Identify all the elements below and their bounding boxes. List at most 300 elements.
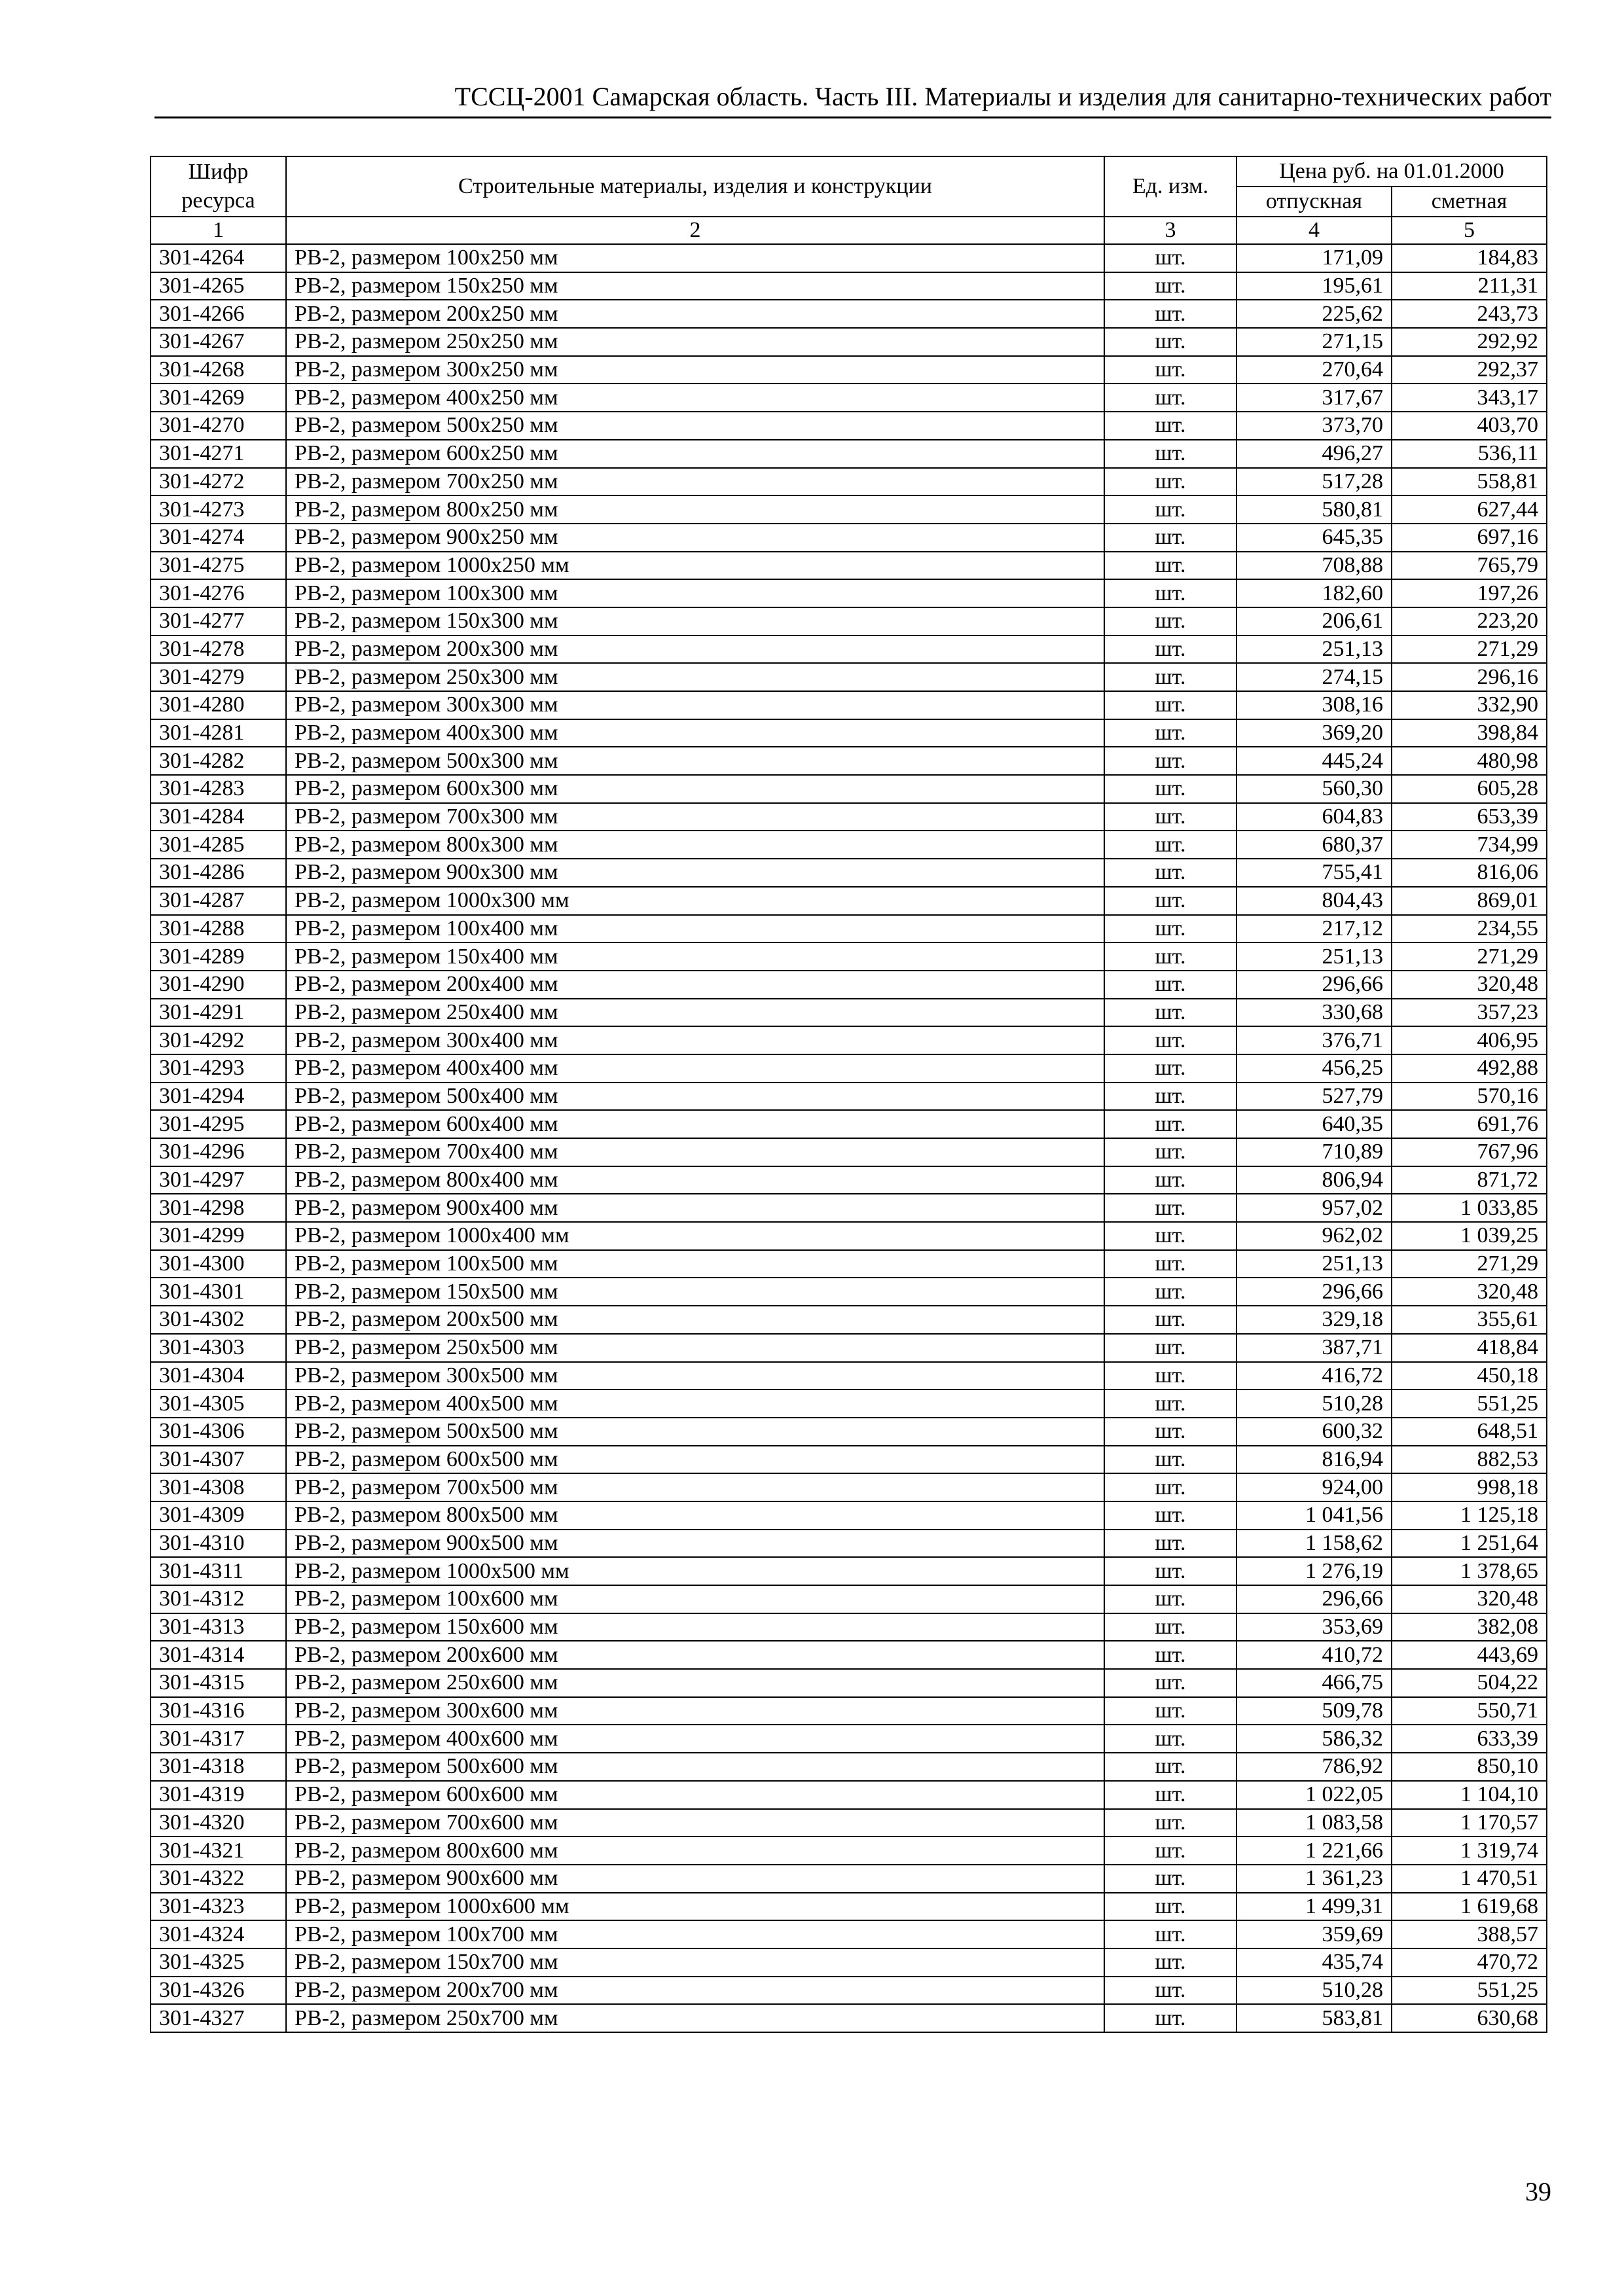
cell-release-price: 251,13 <box>1236 636 1392 664</box>
cell-code: 301-4296 <box>151 1138 286 1166</box>
cell-release-price: 755,41 <box>1236 859 1392 887</box>
cell-estimate-price: 627,44 <box>1392 495 1547 524</box>
cell-release-price: 600,32 <box>1236 1418 1392 1446</box>
cell-estimate-price: 850,10 <box>1392 1753 1547 1781</box>
cell-name: РВ-2, размером 200х500 мм <box>286 1306 1104 1334</box>
cell-code: 301-4291 <box>151 999 286 1027</box>
cell-code: 301-4283 <box>151 775 286 803</box>
cell-release-price: 182,60 <box>1236 579 1392 607</box>
cell-estimate-price: 403,70 <box>1392 412 1547 440</box>
cell-code: 301-4264 <box>151 244 286 272</box>
cell-unit: шт. <box>1104 1194 1236 1222</box>
table-row <box>151 1697 1547 1725</box>
header-price-group: Цена руб. на 01.01.2000 <box>1236 156 1547 187</box>
cell-estimate-price: 343,17 <box>1392 384 1547 412</box>
cell-estimate-price: 558,81 <box>1392 468 1547 496</box>
cell-name: РВ-2, размером 250х400 мм <box>286 999 1104 1027</box>
cell-unit: шт. <box>1104 1083 1236 1111</box>
cell-code: 301-4311 <box>151 1557 286 1585</box>
cell-name: РВ-2, размером 900х400 мм <box>286 1194 1104 1222</box>
cell-unit: шт. <box>1104 300 1236 328</box>
cell-estimate-price: 1 378,65 <box>1392 1557 1547 1585</box>
cell-release-price: 586,32 <box>1236 1725 1392 1753</box>
table-row <box>151 495 1547 524</box>
cell-code: 301-4294 <box>151 1083 286 1111</box>
cell-unit: шт. <box>1104 1054 1236 1083</box>
cell-estimate-price: 697,16 <box>1392 524 1547 552</box>
cell-code: 301-4288 <box>151 915 286 943</box>
cell-code: 301-4326 <box>151 1977 286 2005</box>
cell-code: 301-4314 <box>151 1641 286 1669</box>
cell-unit: шт. <box>1104 1473 1236 1501</box>
cell-name: РВ-2, размером 250х500 мм <box>286 1334 1104 1362</box>
cell-name: РВ-2, размером 800х250 мм <box>286 495 1104 524</box>
table-row <box>151 1446 1547 1474</box>
cell-name: РВ-2, размером 1000х500 мм <box>286 1557 1104 1585</box>
table-row <box>151 524 1547 552</box>
cell-release-price: 359,69 <box>1236 1920 1392 1948</box>
cell-estimate-price: 418,84 <box>1392 1334 1547 1362</box>
cell-unit: шт. <box>1104 1166 1236 1194</box>
cell-release-price: 1 499,31 <box>1236 1893 1392 1921</box>
table-row <box>151 1026 1547 1054</box>
table-row <box>151 775 1547 803</box>
cell-unit: шт. <box>1104 1641 1236 1669</box>
cell-estimate-price: 234,55 <box>1392 915 1547 943</box>
cell-code: 301-4284 <box>151 803 286 831</box>
cell-name: РВ-2, размером 900х500 мм <box>286 1530 1104 1558</box>
cell-estimate-price: 1 170,57 <box>1392 1809 1547 1837</box>
cell-code: 301-4267 <box>151 328 286 356</box>
column-number-row <box>151 217 1547 244</box>
cell-unit: шт. <box>1104 607 1236 636</box>
cell-estimate-price: 816,06 <box>1392 859 1547 887</box>
cell-estimate-price: 1 470,51 <box>1392 1865 1547 1893</box>
cell-unit: шт. <box>1104 1585 1236 1613</box>
cell-name: РВ-2, размером 700х250 мм <box>286 468 1104 496</box>
cell-unit: шт. <box>1104 719 1236 747</box>
cell-estimate-price: 1 033,85 <box>1392 1194 1547 1222</box>
cell-unit: шт. <box>1104 1278 1236 1306</box>
cell-estimate-price: 767,96 <box>1392 1138 1547 1166</box>
cell-unit: шт. <box>1104 552 1236 580</box>
cell-name: РВ-2, размером 300х250 мм <box>286 356 1104 384</box>
cell-release-price: 804,43 <box>1236 887 1392 915</box>
cell-name: РВ-2, размером 600х300 мм <box>286 775 1104 803</box>
cell-code: 301-4280 <box>151 691 286 719</box>
cell-unit: шт. <box>1104 524 1236 552</box>
page-number: 39 <box>1525 2177 1551 2206</box>
cell-name: РВ-2, размером 400х500 мм <box>286 1390 1104 1418</box>
cell-unit: шт. <box>1104 1362 1236 1390</box>
table-row <box>151 803 1547 831</box>
cell-code: 301-4303 <box>151 1334 286 1362</box>
cell-name: РВ-2, размером 400х600 мм <box>286 1725 1104 1753</box>
cell-estimate-price: 296,16 <box>1392 663 1547 691</box>
cell-unit: шт. <box>1104 244 1236 272</box>
table-row <box>151 1893 1547 1921</box>
cell-code: 301-4322 <box>151 1865 286 1893</box>
table-row <box>151 859 1547 887</box>
cell-name: РВ-2, размером 150х400 мм <box>286 942 1104 971</box>
cell-unit: шт. <box>1104 2004 1236 2032</box>
cell-code: 301-4273 <box>151 495 286 524</box>
table-row <box>151 719 1547 747</box>
cell-release-price: 710,89 <box>1236 1138 1392 1166</box>
cell-name: РВ-2, размером 700х500 мм <box>286 1473 1104 1501</box>
cell-release-price: 1 022,05 <box>1236 1781 1392 1809</box>
cell-unit: шт. <box>1104 1948 1236 1977</box>
cell-release-price: 296,66 <box>1236 1585 1392 1613</box>
cell-estimate-price: 1 039,25 <box>1392 1222 1547 1250</box>
cell-unit: шт. <box>1104 1753 1236 1781</box>
cell-code: 301-4304 <box>151 1362 286 1390</box>
cell-code: 301-4286 <box>151 859 286 887</box>
cell-name: РВ-2, размером 400х250 мм <box>286 384 1104 412</box>
cell-estimate-price: 1 251,64 <box>1392 1530 1547 1558</box>
cell-estimate-price: 998,18 <box>1392 1473 1547 1501</box>
cell-name: РВ-2, размером 150х250 мм <box>286 272 1104 300</box>
cell-release-price: 195,61 <box>1236 272 1392 300</box>
table-row <box>151 328 1547 356</box>
cell-code: 301-4277 <box>151 607 286 636</box>
cell-name: РВ-2, размером 100х250 мм <box>286 244 1104 272</box>
cell-estimate-price: 398,84 <box>1392 719 1547 747</box>
table-row <box>151 915 1547 943</box>
table-row <box>151 384 1547 412</box>
cell-release-price: 225,62 <box>1236 300 1392 328</box>
cell-unit: шт. <box>1104 942 1236 971</box>
cell-name: РВ-2, размером 100х400 мм <box>286 915 1104 943</box>
cell-estimate-price: 734,99 <box>1392 831 1547 859</box>
cell-code: 301-4327 <box>151 2004 286 2032</box>
table-row <box>151 1920 1547 1948</box>
cell-code: 301-4315 <box>151 1669 286 1697</box>
cell-code: 301-4269 <box>151 384 286 412</box>
table-row <box>151 1641 1547 1669</box>
table-row <box>151 356 1547 384</box>
price-table <box>150 156 1547 2033</box>
cell-code: 301-4324 <box>151 1920 286 1948</box>
table-row <box>151 999 1547 1027</box>
table-row <box>151 636 1547 664</box>
cell-release-price: 251,13 <box>1236 942 1392 971</box>
cell-release-price: 806,94 <box>1236 1166 1392 1194</box>
table-row <box>151 1138 1547 1166</box>
cell-name: РВ-2, размером 100х600 мм <box>286 1585 1104 1613</box>
cell-release-price: 580,81 <box>1236 495 1392 524</box>
cell-unit: шт. <box>1104 1557 1236 1585</box>
cell-estimate-price: 320,48 <box>1392 1585 1547 1613</box>
cell-name: РВ-2, размером 100х700 мм <box>286 1920 1104 1948</box>
cell-name: РВ-2, размером 1000х250 мм <box>286 552 1104 580</box>
cell-unit: шт. <box>1104 859 1236 887</box>
cell-code: 301-4319 <box>151 1781 286 1809</box>
cell-code: 301-4310 <box>151 1530 286 1558</box>
cell-name: РВ-2, размером 1000х400 мм <box>286 1222 1104 1250</box>
cell-code: 301-4266 <box>151 300 286 328</box>
column-number: 5 <box>1392 217 1547 244</box>
cell-estimate-price: 292,92 <box>1392 328 1547 356</box>
cell-name: РВ-2, размером 250х300 мм <box>286 663 1104 691</box>
cell-estimate-price: 320,48 <box>1392 971 1547 999</box>
cell-name: РВ-2, размером 200х700 мм <box>286 1977 1104 2005</box>
cell-name: РВ-2, размером 300х400 мм <box>286 1026 1104 1054</box>
cell-unit: шт. <box>1104 1222 1236 1250</box>
cell-name: РВ-2, размером 200х300 мм <box>286 636 1104 664</box>
cell-unit: шт. <box>1104 1530 1236 1558</box>
cell-unit: шт. <box>1104 412 1236 440</box>
cell-code: 301-4295 <box>151 1110 286 1138</box>
cell-name: РВ-2, размером 400х400 мм <box>286 1054 1104 1083</box>
table-row <box>151 1669 1547 1697</box>
table-header-row <box>151 156 1547 187</box>
cell-release-price: 708,88 <box>1236 552 1392 580</box>
table-row <box>151 244 1547 272</box>
cell-unit: шт. <box>1104 971 1236 999</box>
cell-estimate-price: 648,51 <box>1392 1418 1547 1446</box>
cell-name: РВ-2, размером 200х250 мм <box>286 300 1104 328</box>
cell-code: 301-4275 <box>151 552 286 580</box>
cell-code: 301-4323 <box>151 1893 286 1921</box>
cell-name: РВ-2, размером 1000х300 мм <box>286 887 1104 915</box>
table-row <box>151 1781 1547 1809</box>
cell-release-price: 376,71 <box>1236 1026 1392 1054</box>
cell-release-price: 1 361,23 <box>1236 1865 1392 1893</box>
table-row <box>151 1473 1547 1501</box>
cell-unit: шт. <box>1104 803 1236 831</box>
cell-unit: шт. <box>1104 691 1236 719</box>
column-number: 2 <box>286 217 1104 244</box>
cell-unit: шт. <box>1104 831 1236 859</box>
cell-unit: шт. <box>1104 1865 1236 1893</box>
cell-name: РВ-2, размером 400х300 мм <box>286 719 1104 747</box>
cell-estimate-price: 292,37 <box>1392 356 1547 384</box>
cell-unit: шт. <box>1104 1418 1236 1446</box>
table-row <box>151 1166 1547 1194</box>
cell-release-price: 527,79 <box>1236 1083 1392 1111</box>
cell-code: 301-4313 <box>151 1613 286 1641</box>
table-row <box>151 1837 1547 1865</box>
cell-estimate-price: 243,73 <box>1392 300 1547 328</box>
cell-unit: шт. <box>1104 1697 1236 1725</box>
cell-name: РВ-2, размером 700х400 мм <box>286 1138 1104 1166</box>
cell-code: 301-4289 <box>151 942 286 971</box>
cell-release-price: 1 041,56 <box>1236 1501 1392 1530</box>
cell-estimate-price: 633,39 <box>1392 1725 1547 1753</box>
cell-estimate-price: 551,25 <box>1392 1390 1547 1418</box>
cell-code: 301-4279 <box>151 663 286 691</box>
table-row <box>151 942 1547 971</box>
table-row <box>151 1418 1547 1446</box>
cell-unit: шт. <box>1104 1110 1236 1138</box>
cell-release-price: 957,02 <box>1236 1194 1392 1222</box>
cell-name: РВ-2, размером 800х600 мм <box>286 1837 1104 1865</box>
column-number: 3 <box>1104 217 1236 244</box>
table-row <box>151 1501 1547 1530</box>
cell-estimate-price: 630,68 <box>1392 2004 1547 2032</box>
cell-unit: шт. <box>1104 887 1236 915</box>
cell-unit: шт. <box>1104 1390 1236 1418</box>
cell-release-price: 206,61 <box>1236 607 1392 636</box>
cell-estimate-price: 332,90 <box>1392 691 1547 719</box>
page-header-title: ТССЦ-2001 Самарская область. Часть III. Материалы и изделия для санитарно-технических работ <box>454 82 1551 111</box>
cell-release-price: 509,78 <box>1236 1697 1392 1725</box>
cell-release-price: 387,71 <box>1236 1334 1392 1362</box>
cell-code: 301-4282 <box>151 747 286 775</box>
cell-estimate-price: 271,29 <box>1392 1250 1547 1278</box>
table-row <box>151 1250 1547 1278</box>
cell-estimate-price: 450,18 <box>1392 1362 1547 1390</box>
cell-release-price: 410,72 <box>1236 1641 1392 1669</box>
cell-estimate-price: 504,22 <box>1392 1669 1547 1697</box>
cell-estimate-price: 1 125,18 <box>1392 1501 1547 1530</box>
table-row <box>151 468 1547 496</box>
cell-code: 301-4265 <box>151 272 286 300</box>
cell-code: 301-4309 <box>151 1501 286 1530</box>
cell-code: 301-4292 <box>151 1026 286 1054</box>
cell-release-price: 217,12 <box>1236 915 1392 943</box>
cell-release-price: 510,28 <box>1236 1977 1392 2005</box>
cell-estimate-price: 869,01 <box>1392 887 1547 915</box>
cell-release-price: 680,37 <box>1236 831 1392 859</box>
table-row <box>151 1390 1547 1418</box>
table-row <box>151 440 1547 468</box>
cell-estimate-price: 388,57 <box>1392 1920 1547 1948</box>
cell-unit: шт. <box>1104 1781 1236 1809</box>
cell-name: РВ-2, размером 600х500 мм <box>286 1446 1104 1474</box>
cell-estimate-price: 691,76 <box>1392 1110 1547 1138</box>
cell-estimate-price: 605,28 <box>1392 775 1547 803</box>
cell-unit: шт. <box>1104 1501 1236 1530</box>
cell-name: РВ-2, размером 500х600 мм <box>286 1753 1104 1781</box>
cell-name: РВ-2, размером 700х300 мм <box>286 803 1104 831</box>
cell-release-price: 317,67 <box>1236 384 1392 412</box>
cell-code: 301-4274 <box>151 524 286 552</box>
cell-code: 301-4276 <box>151 579 286 607</box>
cell-release-price: 604,83 <box>1236 803 1392 831</box>
cell-estimate-price: 570,16 <box>1392 1083 1547 1111</box>
cell-estimate-price: 211,31 <box>1392 272 1547 300</box>
cell-estimate-price: 271,29 <box>1392 942 1547 971</box>
cell-name: РВ-2, размером 150х700 мм <box>286 1948 1104 1977</box>
cell-name: РВ-2, размером 150х600 мм <box>286 1613 1104 1641</box>
cell-name: РВ-2, размером 900х300 мм <box>286 859 1104 887</box>
cell-unit: шт. <box>1104 356 1236 384</box>
table-row <box>151 663 1547 691</box>
cell-name: РВ-2, размером 600х400 мм <box>286 1110 1104 1138</box>
cell-name: РВ-2, размером 150х500 мм <box>286 1278 1104 1306</box>
header-name: Строительные материалы, изделия и конструкции <box>286 156 1104 217</box>
cell-unit: шт. <box>1104 1837 1236 1865</box>
cell-name: РВ-2, размером 300х600 мм <box>286 1697 1104 1725</box>
cell-unit: шт. <box>1104 440 1236 468</box>
cell-estimate-price: 406,95 <box>1392 1026 1547 1054</box>
cell-name: РВ-2, размером 800х300 мм <box>286 831 1104 859</box>
cell-estimate-price: 357,23 <box>1392 999 1547 1027</box>
cell-release-price: 560,30 <box>1236 775 1392 803</box>
table-row <box>151 1110 1547 1138</box>
cell-release-price: 645,35 <box>1236 524 1392 552</box>
table-row <box>151 1530 1547 1558</box>
header-release-price: отпускная <box>1236 187 1392 217</box>
cell-release-price: 1 158,62 <box>1236 1530 1392 1558</box>
header-unit: Ед. изм. <box>1104 156 1236 217</box>
cell-unit: шт. <box>1104 1334 1236 1362</box>
cell-name: РВ-2, размером 900х250 мм <box>286 524 1104 552</box>
cell-name: РВ-2, размером 250х700 мм <box>286 2004 1104 2032</box>
cell-release-price: 274,15 <box>1236 663 1392 691</box>
cell-code: 301-4268 <box>151 356 286 384</box>
cell-release-price: 924,00 <box>1236 1473 1392 1501</box>
table-row <box>151 1585 1547 1613</box>
cell-estimate-price: 271,29 <box>1392 636 1547 664</box>
cell-release-price: 373,70 <box>1236 412 1392 440</box>
table-row <box>151 747 1547 775</box>
cell-name: РВ-2, размером 200х400 мм <box>286 971 1104 999</box>
cell-name: РВ-2, размером 600х250 мм <box>286 440 1104 468</box>
cell-estimate-price: 765,79 <box>1392 552 1547 580</box>
column-number: 4 <box>1236 217 1392 244</box>
cell-release-price: 517,28 <box>1236 468 1392 496</box>
cell-unit: шт. <box>1104 1809 1236 1837</box>
table-row <box>151 579 1547 607</box>
cell-estimate-price: 197,26 <box>1392 579 1547 607</box>
cell-code: 301-4270 <box>151 412 286 440</box>
cell-unit: шт. <box>1104 915 1236 943</box>
table-row <box>151 552 1547 580</box>
cell-code: 301-4293 <box>151 1054 286 1083</box>
column-number: 1 <box>151 217 286 244</box>
cell-release-price: 1 276,19 <box>1236 1557 1392 1585</box>
cell-release-price: 296,66 <box>1236 1278 1392 1306</box>
cell-unit: шт. <box>1104 999 1236 1027</box>
cell-estimate-price: 1 104,10 <box>1392 1781 1547 1809</box>
table-row <box>151 412 1547 440</box>
cell-code: 301-4320 <box>151 1809 286 1837</box>
cell-release-price: 456,25 <box>1236 1054 1392 1083</box>
cell-estimate-price: 550,71 <box>1392 1697 1547 1725</box>
table-row <box>151 2004 1547 2032</box>
cell-name: РВ-2, размером 500х250 мм <box>286 412 1104 440</box>
cell-estimate-price: 382,08 <box>1392 1613 1547 1641</box>
table-row <box>151 1362 1547 1390</box>
cell-code: 301-4271 <box>151 440 286 468</box>
cell-code: 301-4300 <box>151 1250 286 1278</box>
cell-estimate-price: 653,39 <box>1392 803 1547 831</box>
table-body <box>151 244 1547 2032</box>
cell-release-price: 786,92 <box>1236 1753 1392 1781</box>
table-row <box>151 1222 1547 1250</box>
cell-name: РВ-2, размером 600х600 мм <box>286 1781 1104 1809</box>
cell-release-price: 445,24 <box>1236 747 1392 775</box>
cell-unit: шт. <box>1104 1920 1236 1948</box>
cell-release-price: 330,68 <box>1236 999 1392 1027</box>
cell-code: 301-4307 <box>151 1446 286 1474</box>
cell-code: 301-4305 <box>151 1390 286 1418</box>
cell-estimate-price: 1 319,74 <box>1392 1837 1547 1865</box>
cell-unit: шт. <box>1104 1725 1236 1753</box>
table-row <box>151 1334 1547 1362</box>
table-row <box>151 607 1547 636</box>
cell-release-price: 510,28 <box>1236 1390 1392 1418</box>
table-row <box>151 272 1547 300</box>
table-row <box>151 1613 1547 1641</box>
cell-code: 301-4281 <box>151 719 286 747</box>
cell-unit: шт. <box>1104 636 1236 664</box>
table-row <box>151 1054 1547 1083</box>
cell-code: 301-4298 <box>151 1194 286 1222</box>
